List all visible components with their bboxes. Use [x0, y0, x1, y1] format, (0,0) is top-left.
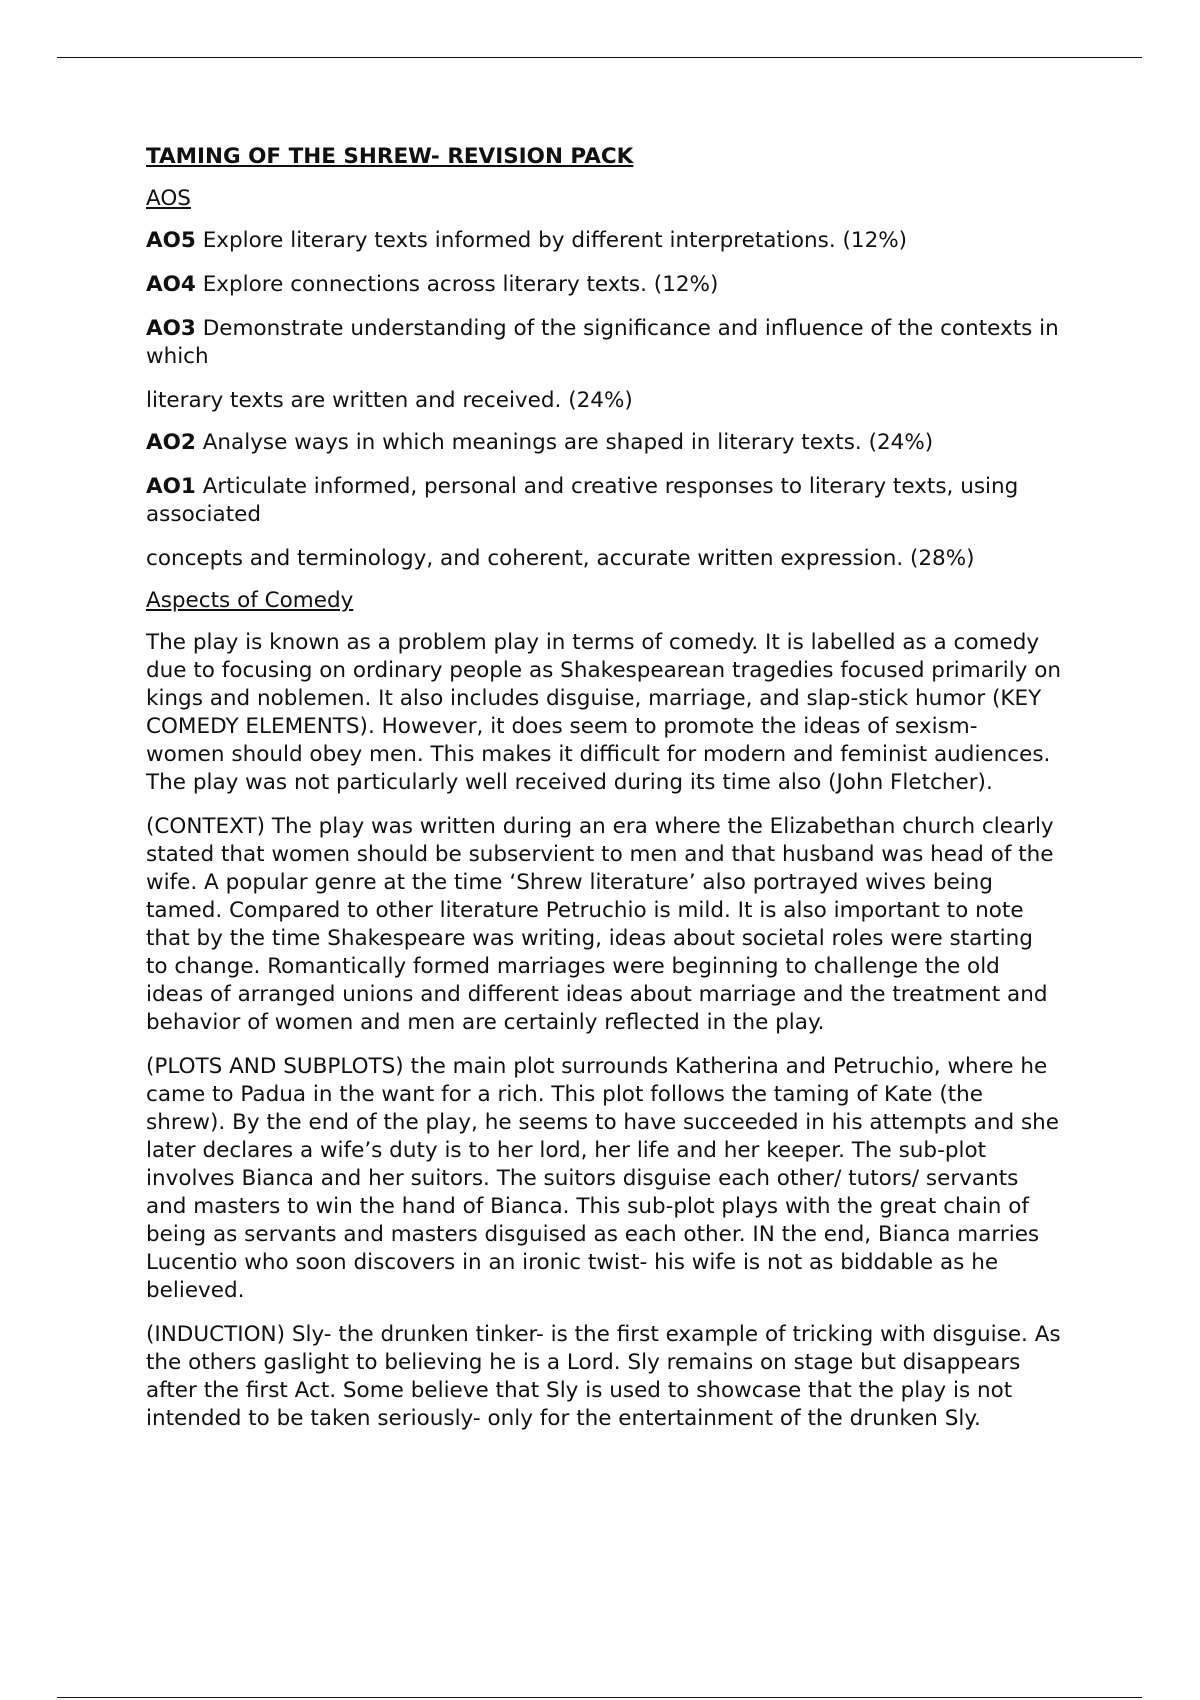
- ao5-line: [146, 227, 1061, 255]
- ao3-line: [146, 315, 1061, 371]
- ao2-code: AO2: [146, 430, 196, 455]
- ao2-text: Analyse ways in which meanings are shaped in literary texts. (24%): [195, 430, 934, 455]
- ao5-text: Explore literary texts informed by different interpretations. (12%): [195, 228, 908, 253]
- footer-rule: [57, 1697, 1142, 1698]
- ao1-continuation: concepts and terminology, and coherent, accurate written expression. (28%): [146, 546, 975, 571]
- paragraph-plots: (PLOTS AND SUBPLOTS) the main plot surrounds Katherina and Petruchio, where he came to Padua in the want for a rich. This plot follows the taming of Kate (the shrew). By the end of the play, he seems to have succeeded in his attempts and she later declares a wife’s duty is to her lord, her life and her keeper. The sub-plot involves Bianca and her suitors. The suitors disguise each other/ tutors/ servants and masters to win the hand of Bianca. This sub-plot plays with the great chain of being as servants and masters disguised as each other. IN the end, Bianca marries Lucentio who soon discovers in an ironic twist- his wife is not as biddable as he believed.: [146, 1054, 1060, 1303]
- paragraph-comedy: The play is known as a problem play in terms of comedy. It is labelled as a comedy due to focusing on ordinary people as Shakespearean tragedies focused primarily on kings and noblemen. It also includes disguise, marriage, and slap-stick humor (KEY COMEDY ELEMENTS). However, it does seem to promote the ideas of sexism- women should obey men. This makes it difficult for modern and feminist audiences. The play was not particularly well received during its time also (John Fletcher).: [146, 630, 1062, 795]
- ao3-text: Demonstrate understanding of the significance and influence of the contexts in which: [146, 316, 1059, 369]
- header-rule: [57, 57, 1142, 58]
- aos-heading: AOS: [146, 186, 191, 211]
- paragraph-context: (CONTEXT) The play was written during an era where the Elizabethan church clearly stated that women should be subservient to men and that husband was head of the wife. A popular genre at the time ‘Shrew literature’ also portrayed wives being tamed. Compared to other literature Petruchio is mild. It is also important to note that by the time Shakespeare was writing, ideas about societal roles were starting to change. Romantically formed marriages were beginning to challenge the old ideas of arranged unions and different ideas about marriage and the treatment and behavior of women and men are certainly reflected in the play.: [146, 814, 1054, 1035]
- ao1-line: [146, 473, 1061, 529]
- document-title: TAMING OF THE SHREW- REVISION PACK: [146, 144, 634, 169]
- ao4-line: [146, 271, 1061, 299]
- comedy-heading: Aspects of Comedy: [146, 588, 354, 613]
- ao1-code: AO1: [146, 474, 196, 499]
- ao3-code: AO3: [146, 316, 196, 341]
- document-body: [146, 143, 1061, 1449]
- paragraph-induction: (INDUCTION) Sly- the drunken tinker- is the first example of tricking with disguise. As the others gaslight to believing he is a Lord. Sly remains on stage but disappears after the first Act. Some believe that Sly is used to showcase that the play is not intended to be taken seriously- only for the entertainment of the drunken Sly.: [146, 1322, 1061, 1431]
- ao1-text: Articulate informed, personal and creative responses to literary texts, using associated: [146, 474, 1019, 527]
- ao2-line: [146, 429, 1061, 457]
- ao4-code: AO4: [146, 272, 196, 297]
- ao5-code: AO5: [146, 228, 196, 253]
- ao3-continuation: literary texts are written and received. (24%): [146, 388, 633, 413]
- ao4-text: Explore connections across literary texts. (12%): [195, 272, 719, 297]
